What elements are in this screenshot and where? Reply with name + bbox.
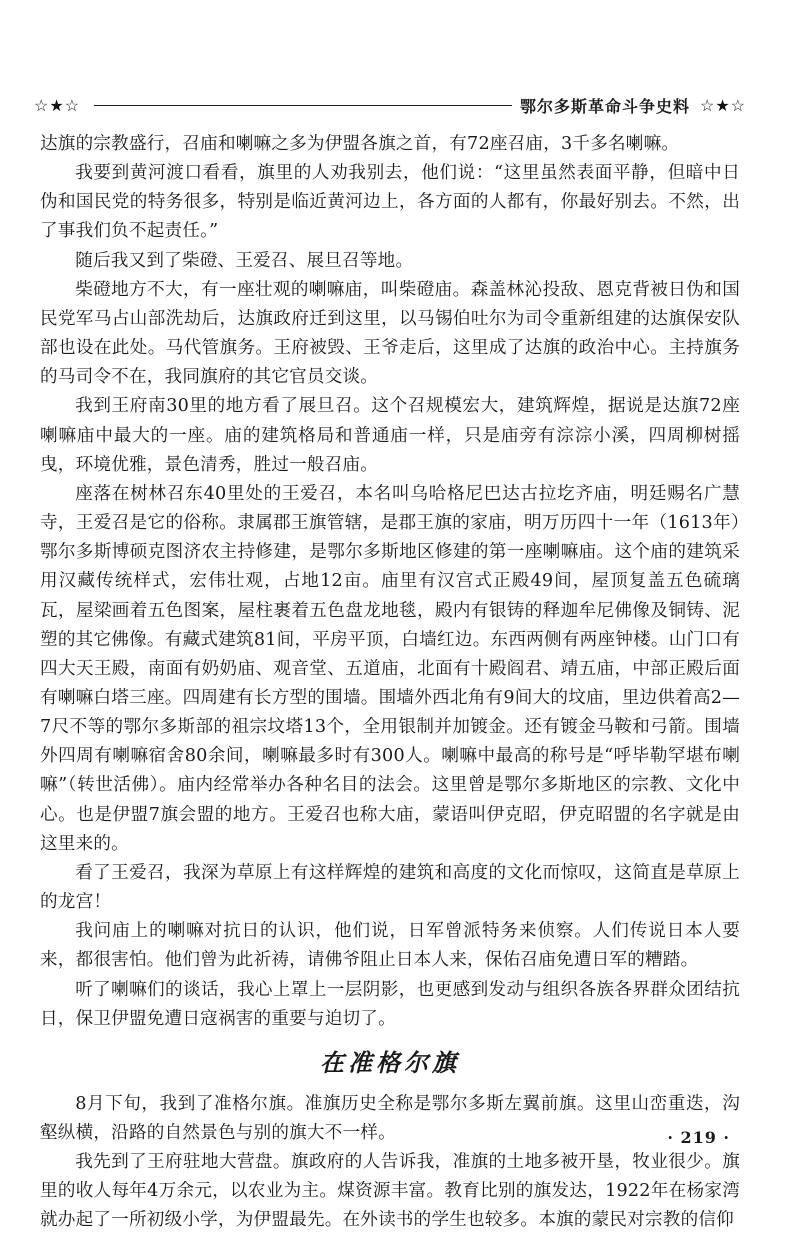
page-number: · 219 · [667,1128,730,1147]
running-header [34,91,746,119]
running-title: 鄂尔多斯革命斗争史料 [519,96,690,116]
paragraph: 柴磴地方不大，有一座壮观的喇嘛庙，叫柴磴庙。森盖林沁投敌、恩克背被日伪和国民党军马占山部洗劫后，达旗政府迁到这里，以马锡伯吐尔为司令重新组建的达旗保安队部也设在此处。马代管旗务。王府被毁、王爷走后，这里成了达旗的政治中心。主持旗务的马司令不在，我同旗府的其它官员交谈。 [40,279,740,388]
paragraph: 8月下旬，我到了准格尔旗。准旗历史全称是鄂尔多斯左翼前旗。这里山峦重迭，沟壑纵横，沿路的自然景色与别的旗大不一样。 [40,1093,740,1143]
paragraph: 达旗的宗教盛行，召庙和喇嘛之多为伊盟各旗之首，有72座召庙，3千多名喇嘛。 [40,134,680,154]
paragraph: 随后我又到了柴磴、王爱召、展旦召等地。 [75,250,414,271]
paragraph: 座落在树林召东40里处的王爱召，本名叫乌哈格尼巴达古拉圪齐庙，明廷赐名广慧寺，王爱召是它的俗称。隶属郡王旗管辖，是郡王旗的家庙，明万历四十一年（1613年）鄂尔多斯博硕克图济农主持修建，是鄂尔多斯地区修建的第一座喇嘛庙。这个庙的建筑采用汉藏传统样式，宏伟壮观，占地12亩。庙里有汉宫式正殿49间，屋顶复盖五色硫璃瓦，屋梁画着五色图案，屋柱裹着五色盘龙地毯，殿内有银铸的释迦牟尼佛像及铜铸、泥塑的其它佛像。有藏式建筑81间，平房平顶，白墙红边。东西两侧有两座钟楼。山门口有四大天王殿，南面有奶奶庙、观音堂、五道庙，北面有十殿阎君、靖五庙，中部正殿后面有喇嘛白塔三座。四周建有长方型的围墙。围墙外西北角有9间大的坟庙，里边供着高2—7尺不等的鄂尔多斯部的祖宗坟塔13个，全用银制并加镀金。还有镀金马鞍和弓箭。围墙外四周有喇嘛宿舍80余间，喇嘛最多时有300人。喇嘛中最高的称号是“呼毕勒罕堪布喇嘛”（转世活佛）。庙内经常举办各种名目的法会。这里曾是鄂尔多斯地区的宗教、文化中心。也是伊盟7旗会盟的地方。王爱召也称大庙，蒙语叫伊克昭，伊克昭盟的名字就是由这里来的。 [40,483,740,854]
paragraph: 我问庙上的喇嘛对抗日的认识，他们说，日军曾派特务来侦察。人们传说日本人要来，都很害怕。他们曾为此祈祷，请佛爷阻止日本人来，保佑召庙免遭日军的糟踏。 [40,921,740,971]
section-heading: 在准格尔旗 [320,1047,460,1077]
paragraph: 听了喇嘛们的谈话，我心上罩上一层阴影，也更感到发动与组织各族各界群众团结抗日，保卫伊盟免遭日寇祸害的重要与迫切了。 [40,979,740,1029]
right-star-ornament: ☆★☆ [699,95,746,115]
paragraph: 我先到了王府驻地大营盘。旗政府的人告诉我，准旗的土地多被开垦，牧业很少。旗里的收人每年4万余元，以农业为主。煤资源丰富。教育比别的旗发达，1922年在杨家湾就办起了一所初级小学，为伊盟最先。在外读书的学生也较多。本旗的蒙民对宗教的信仰 [40,1152,740,1231]
paragraph: 我要到黄河渡口看看，旗里的人劝我别去，他们说：“这里虽然表面平静，但暗中日伪和国民党的特务很多，特别是临近黄河边上，各方面的人都有，你最好别去。不然，出了事我们负不起责任。” [40,163,740,242]
paragraph: 看了王爱召，我深为草原上有这样辉煌的建筑和高度的文化而惊叹，这简直是草原上的龙宫！ [40,862,740,913]
left-star-ornament: ☆★☆ [34,95,81,115]
page-body [40,130,740,1236]
paragraph: 我到王府南30里的地方看了展旦召。这个召规模宏大，建筑辉煌，据说是达旗72座喇嘛庙中最大的一座。庙的建筑格局和普通庙一样，只是庙旁有淙淙小溪，四周柳树摇曳，环境优雅，景色清秀，胜过一般召庙。 [40,396,740,475]
header-rule [94,105,512,106]
